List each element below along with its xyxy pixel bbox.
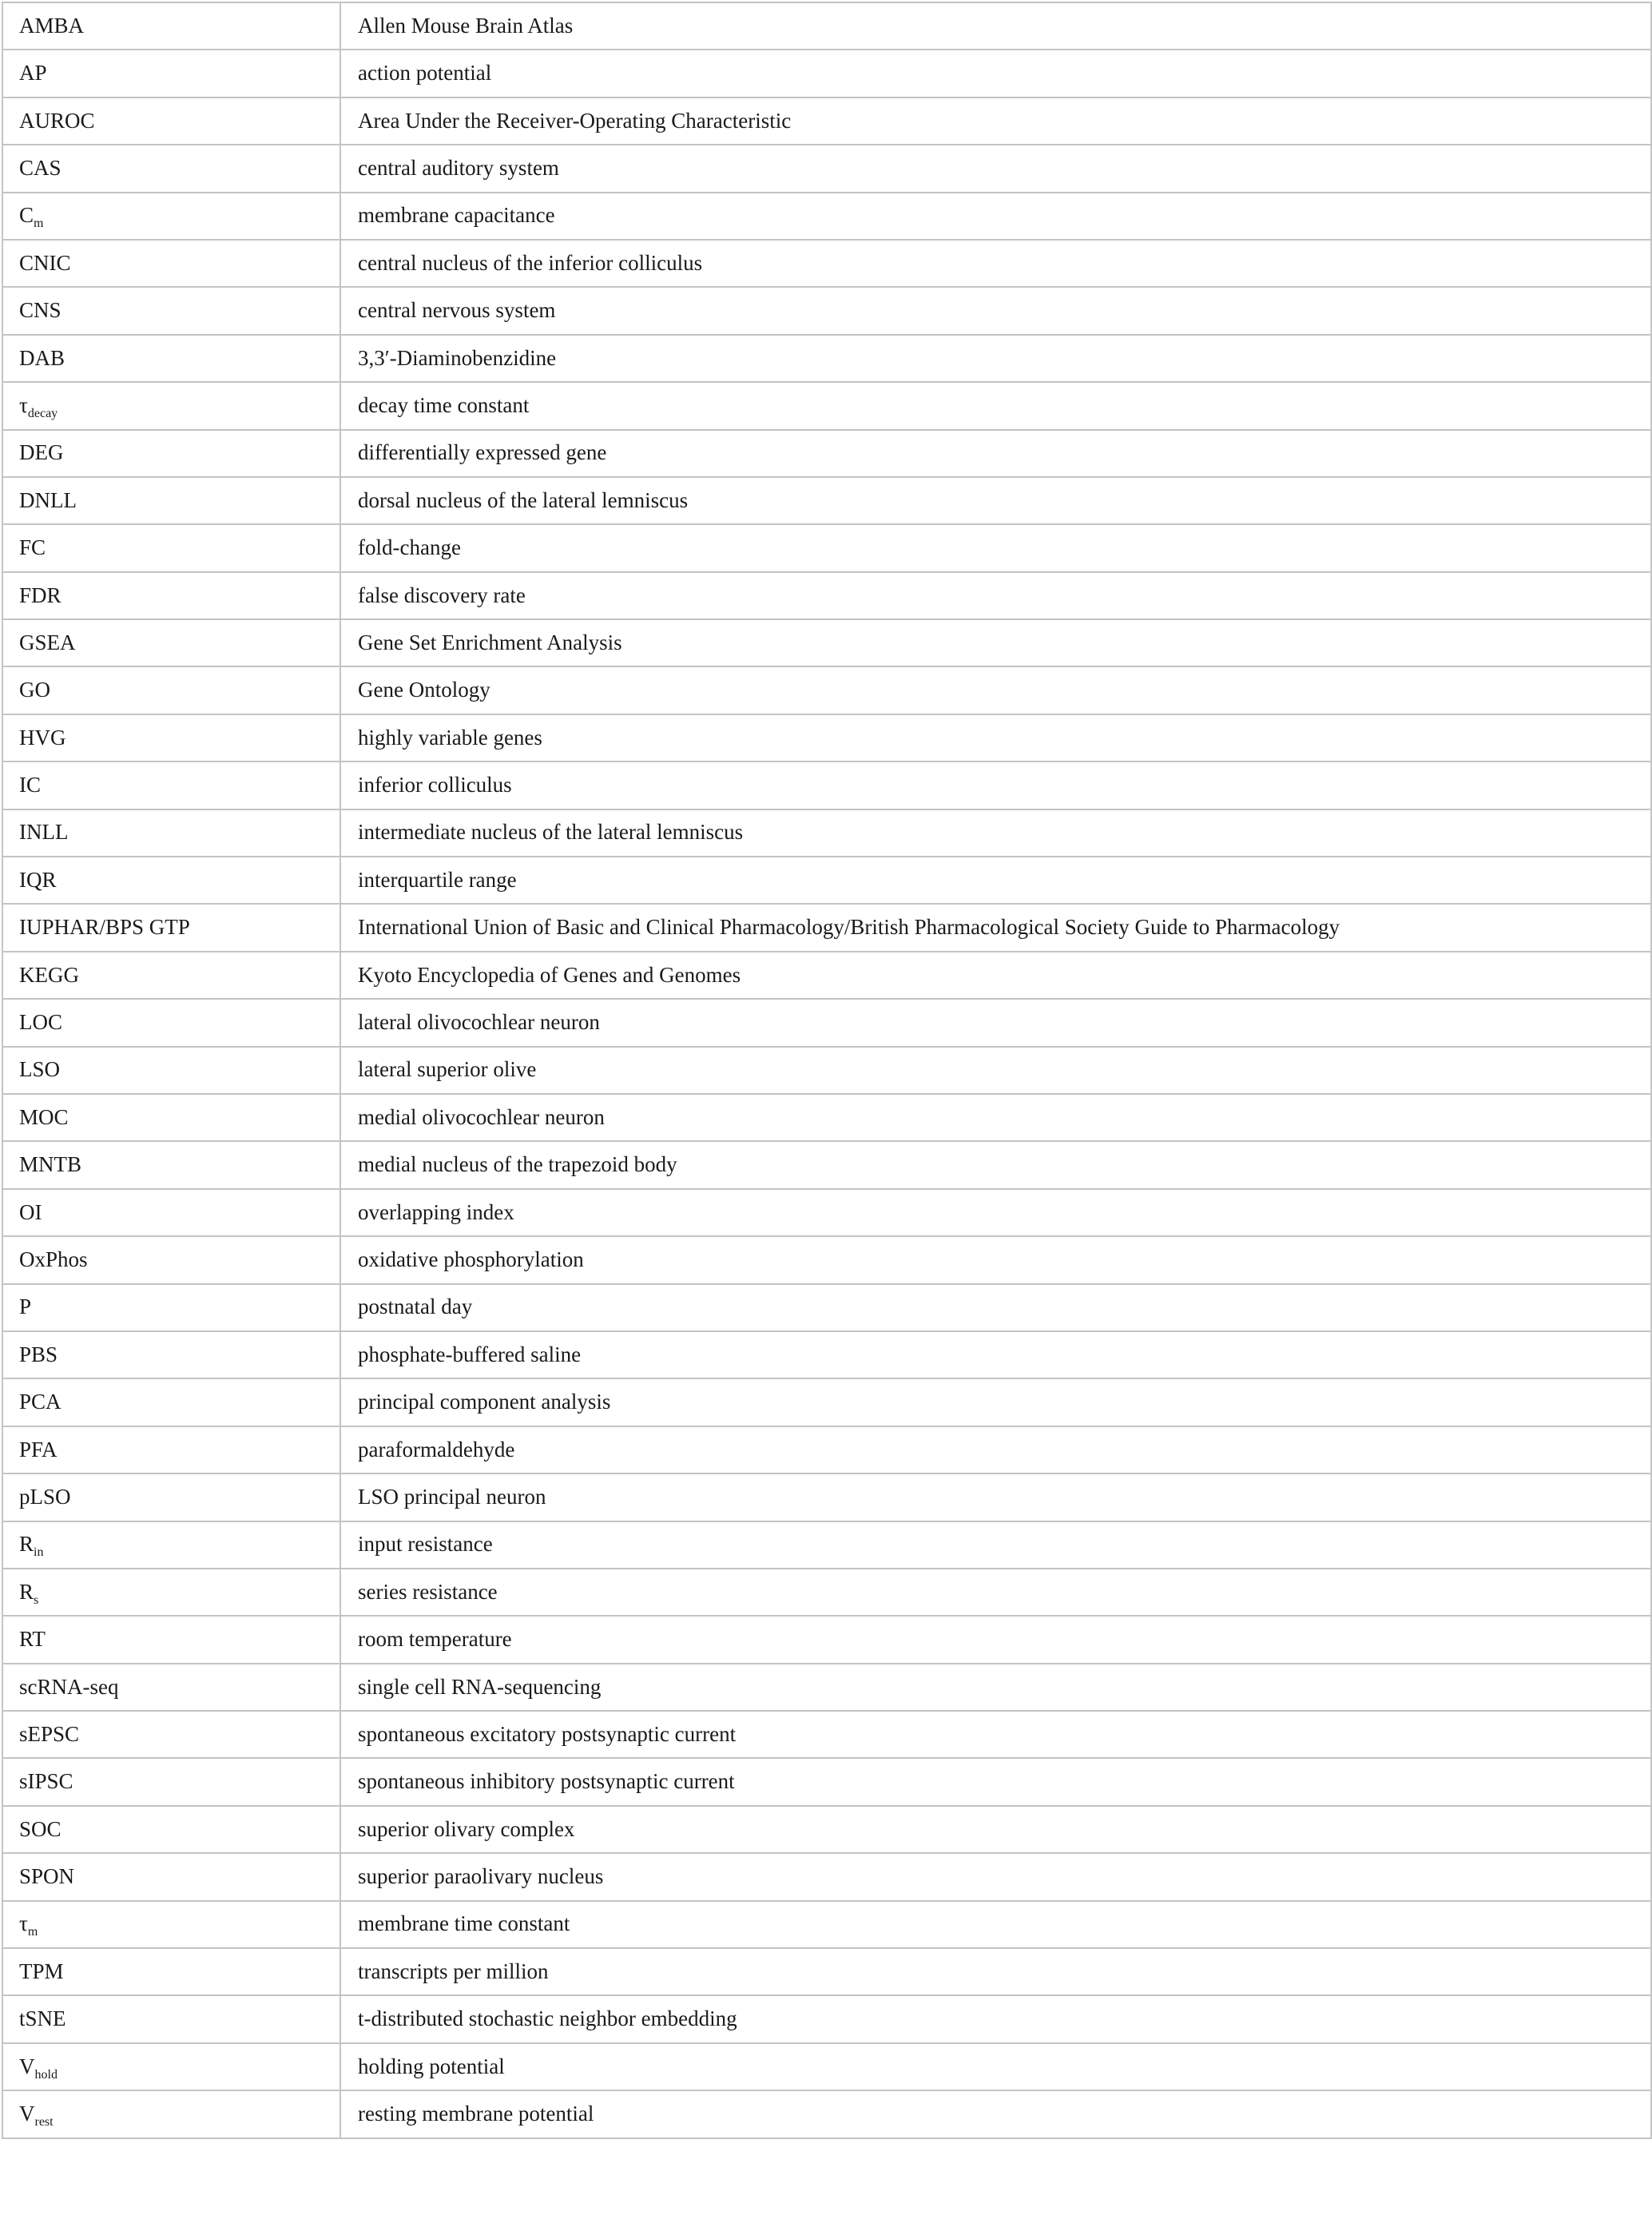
abbreviation-cell xyxy=(2,1094,340,1141)
definition-cell: holding potential xyxy=(340,2043,1651,2090)
abbreviation-text: C xyxy=(19,203,34,228)
abbreviation-text: OI xyxy=(19,1199,42,1224)
abbreviation-text: pLSO xyxy=(19,1484,71,1509)
definition-cell: central auditory system xyxy=(340,145,1651,192)
definition-cell: superior paraolivary nucleus xyxy=(340,1853,1651,1900)
table-row xyxy=(2,287,1651,334)
definition-cell: Allen Mouse Brain Atlas xyxy=(340,2,1651,50)
abbreviation-text: DEG xyxy=(19,440,64,465)
abbreviation-text: FDR xyxy=(19,583,62,607)
table-row xyxy=(2,762,1651,809)
abbreviation-cell xyxy=(2,430,340,477)
table-row xyxy=(2,50,1651,97)
definition-cell: spontaneous inhibitory postsynaptic current xyxy=(340,1758,1651,1805)
abbreviation-subscript: hold xyxy=(34,2067,58,2082)
abbreviation-text: sIPSC xyxy=(19,1769,73,1794)
abbreviation-cell xyxy=(2,1284,340,1331)
definition-cell: Gene Set Enrichment Analysis xyxy=(340,619,1651,666)
abbreviation-text: PCA xyxy=(19,1390,62,1414)
abbreviation-text: HVG xyxy=(19,725,66,750)
abbreviation-text: SPON xyxy=(19,1864,75,1889)
definition-cell: spontaneous excitatory postsynaptic current xyxy=(340,1711,1651,1758)
definition-cell: false discovery rate xyxy=(340,572,1651,619)
abbreviation-subscript: rest xyxy=(34,2115,54,2130)
table-row xyxy=(2,809,1651,857)
abbreviation-cell xyxy=(2,2090,340,2138)
abbreviation-cell xyxy=(2,809,340,857)
abbreviation-text: LOC xyxy=(19,1010,62,1035)
abbreviation-cell xyxy=(2,1189,340,1236)
table-row xyxy=(2,97,1651,145)
definition-cell: dorsal nucleus of the lateral lemniscus xyxy=(340,477,1651,524)
definition-cell: medial nucleus of the trapezoid body xyxy=(340,1141,1651,1188)
definition-cell: oxidative phosphorylation xyxy=(340,1236,1651,1283)
table-row xyxy=(2,1331,1651,1378)
abbreviation-text: MNTB xyxy=(19,1152,82,1177)
abbreviation-cell xyxy=(2,1141,340,1188)
definition-cell: transcripts per million xyxy=(340,1948,1651,1995)
definition-cell: membrane capacitance xyxy=(340,193,1651,240)
table-row xyxy=(2,240,1651,287)
abbreviation-text: IQR xyxy=(19,867,57,892)
abbreviation-cell xyxy=(2,952,340,999)
table-row xyxy=(2,430,1651,477)
abbreviation-cell xyxy=(2,1331,340,1378)
table-row xyxy=(2,714,1651,762)
definition-cell: action potential xyxy=(340,50,1651,97)
table-row xyxy=(2,857,1651,904)
abbreviation-text: CNIC xyxy=(19,250,71,275)
definition-cell: t-distributed stochastic neighbor embedding xyxy=(340,1995,1651,2042)
definition-cell: differentially expressed gene xyxy=(340,430,1651,477)
abbreviation-text: OxPhos xyxy=(19,1247,88,1271)
abbreviation-cell xyxy=(2,2043,340,2090)
definition-cell: International Union of Basic and Clinical Pharmacology/British Pharmacological Society Guide to Pharmacology xyxy=(340,904,1651,951)
table-row xyxy=(2,335,1651,382)
abbreviation-text: R xyxy=(19,1579,34,1604)
abbreviation-cell xyxy=(2,1806,340,1853)
abbreviation-text: PBS xyxy=(19,1342,58,1366)
abbreviation-cell xyxy=(2,714,340,762)
abbreviation-cell xyxy=(2,666,340,714)
abbreviation-text: AUROC xyxy=(19,108,95,133)
definition-cell: decay time constant xyxy=(340,382,1651,429)
abbreviation-cell xyxy=(2,1664,340,1711)
abbreviation-cell xyxy=(2,904,340,951)
abbreviation-cell xyxy=(2,1473,340,1521)
abbreviation-cell xyxy=(2,287,340,334)
definition-cell: phosphate-buffered saline xyxy=(340,1331,1651,1378)
abbreviation-text: IUPHAR/BPS GTP xyxy=(19,915,190,940)
table-row xyxy=(2,2043,1651,2090)
abbreviation-text: DAB xyxy=(19,345,66,370)
abbreviation-text: scRNA-seq xyxy=(19,1674,119,1699)
abbreviation-text: τ xyxy=(19,1911,28,1936)
abbreviation-cell xyxy=(2,50,340,97)
abbreviation-subscript: m xyxy=(34,217,44,231)
table-row xyxy=(2,619,1651,666)
table-row xyxy=(2,1664,1651,1711)
table-row xyxy=(2,1426,1651,1473)
abbreviation-text: INLL xyxy=(19,820,69,845)
abbreviation-cell xyxy=(2,145,340,192)
abbreviation-cell xyxy=(2,1569,340,1616)
abbreviation-cell xyxy=(2,1995,340,2042)
definition-cell: LSO principal neuron xyxy=(340,1473,1651,1521)
definition-cell: postnatal day xyxy=(340,1284,1651,1331)
abbreviation-cell xyxy=(2,999,340,1046)
abbreviation-subscript: m xyxy=(27,1925,38,1939)
definition-cell: Kyoto Encyclopedia of Genes and Genomes xyxy=(340,952,1651,999)
definition-cell: single cell RNA-sequencing xyxy=(340,1664,1651,1711)
definition-cell: highly variable genes xyxy=(340,714,1651,762)
abbreviation-text: TPM xyxy=(19,1959,64,1983)
abbreviation-text: CNS xyxy=(19,298,62,323)
abbreviation-text: RT xyxy=(19,1627,46,1652)
abbreviation-text: LSO xyxy=(19,1057,61,1082)
definition-cell: 3,3′-Diaminobenzidine xyxy=(340,335,1651,382)
table-row xyxy=(2,193,1651,240)
table-row xyxy=(2,524,1651,571)
abbreviation-text: R xyxy=(19,1532,34,1557)
definition-cell: fold-change xyxy=(340,524,1651,571)
table-row xyxy=(2,1616,1651,1663)
table-row xyxy=(2,382,1651,429)
abbreviation-cell xyxy=(2,193,340,240)
table-row xyxy=(2,666,1651,714)
table-row xyxy=(2,1995,1651,2042)
abbreviation-text: GO xyxy=(19,678,50,702)
abbreviation-cell xyxy=(2,1378,340,1426)
table-row xyxy=(2,1094,1651,1141)
definition-cell: central nervous system xyxy=(340,287,1651,334)
table-row xyxy=(2,1047,1651,1094)
abbreviation-text: MOC xyxy=(19,1104,69,1129)
definition-cell: medial olivocochlear neuron xyxy=(340,1094,1651,1141)
abbreviation-cell xyxy=(2,1948,340,1995)
table-row xyxy=(2,1473,1651,1521)
definition-cell: principal component analysis xyxy=(340,1378,1651,1426)
abbreviation-cell xyxy=(2,1711,340,1758)
table-row xyxy=(2,1378,1651,1426)
definition-cell: series resistance xyxy=(340,1569,1651,1616)
table-row xyxy=(2,1948,1651,1995)
abbreviation-text: CAS xyxy=(19,156,62,181)
definition-cell: paraformaldehyde xyxy=(340,1426,1651,1473)
abbreviation-cell xyxy=(2,1521,340,1569)
abbreviation-cell xyxy=(2,762,340,809)
abbreviation-subscript: in xyxy=(34,1545,44,1560)
table-row xyxy=(2,1853,1651,1900)
abbreviation-subscript: decay xyxy=(27,406,58,420)
table-row xyxy=(2,1758,1651,1805)
table-row xyxy=(2,952,1651,999)
abbreviation-cell xyxy=(2,335,340,382)
abbreviation-text: AP xyxy=(19,61,47,86)
abbreviation-cell xyxy=(2,477,340,524)
definition-cell: Area Under the Receiver-Operating Characteristic xyxy=(340,97,1651,145)
table-row xyxy=(2,1521,1651,1569)
definition-cell: overlapping index xyxy=(340,1189,1651,1236)
table-row xyxy=(2,2,1651,50)
abbreviation-cell xyxy=(2,1758,340,1805)
table-row xyxy=(2,999,1651,1046)
definition-cell: resting membrane potential xyxy=(340,2090,1651,2138)
table-row xyxy=(2,1711,1651,1758)
definition-cell: membrane time constant xyxy=(340,1901,1651,1948)
abbreviation-cell xyxy=(2,1616,340,1663)
table-row xyxy=(2,1901,1651,1948)
abbreviation-cell xyxy=(2,1901,340,1948)
abbreviation-cell xyxy=(2,2,340,50)
abbreviation-cell xyxy=(2,1853,340,1900)
abbreviation-text: GSEA xyxy=(19,630,76,654)
abbreviations-table xyxy=(2,2,1652,2139)
definition-cell: Gene Ontology xyxy=(340,666,1651,714)
table-row xyxy=(2,572,1651,619)
abbreviation-cell xyxy=(2,1426,340,1473)
table-row xyxy=(2,477,1651,524)
abbreviation-cell xyxy=(2,240,340,287)
abbreviation-text: V xyxy=(19,2102,35,2126)
abbreviation-text: FC xyxy=(19,535,46,560)
table-row xyxy=(2,1806,1651,1853)
table-row xyxy=(2,2090,1651,2138)
abbreviation-text: DNLL xyxy=(19,487,77,512)
definition-cell: central nucleus of the inferior colliculus xyxy=(340,240,1651,287)
definition-cell: interquartile range xyxy=(340,857,1651,904)
abbreviation-text: sEPSC xyxy=(19,1721,80,1746)
abbreviation-text: PFA xyxy=(19,1437,58,1461)
abbreviation-cell xyxy=(2,619,340,666)
table-row xyxy=(2,1284,1651,1331)
abbreviation-cell xyxy=(2,572,340,619)
definition-cell: lateral superior olive xyxy=(340,1047,1651,1094)
abbreviation-text: SOC xyxy=(19,1816,62,1841)
abbreviation-text: IC xyxy=(19,773,41,797)
definition-cell: input resistance xyxy=(340,1521,1651,1569)
definition-cell: room temperature xyxy=(340,1616,1651,1663)
abbreviation-cell xyxy=(2,382,340,429)
abbreviation-text: τ xyxy=(19,392,28,417)
table-row xyxy=(2,1189,1651,1236)
abbreviation-subscript: s xyxy=(34,1593,39,1607)
abbreviation-cell xyxy=(2,1236,340,1283)
abbreviation-cell xyxy=(2,524,340,571)
abbreviation-cell xyxy=(2,857,340,904)
abbreviation-text: V xyxy=(19,2054,35,2078)
table-row xyxy=(2,1236,1651,1283)
abbreviation-text: AMBA xyxy=(19,13,85,38)
table-row xyxy=(2,904,1651,951)
definition-cell: inferior colliculus xyxy=(340,762,1651,809)
abbreviation-cell xyxy=(2,1047,340,1094)
abbreviation-text: P xyxy=(19,1294,32,1319)
table-row xyxy=(2,1141,1651,1188)
abbreviation-text: KEGG xyxy=(19,962,79,987)
definition-cell: lateral olivocochlear neuron xyxy=(340,999,1651,1046)
abbreviation-text: tSNE xyxy=(19,2006,66,2031)
definition-cell: superior olivary complex xyxy=(340,1806,1651,1853)
table-row xyxy=(2,1569,1651,1616)
abbreviations-table-body xyxy=(2,2,1651,2138)
table-row xyxy=(2,145,1651,192)
definition-cell: intermediate nucleus of the lateral lemniscus xyxy=(340,809,1651,857)
abbreviation-cell xyxy=(2,97,340,145)
